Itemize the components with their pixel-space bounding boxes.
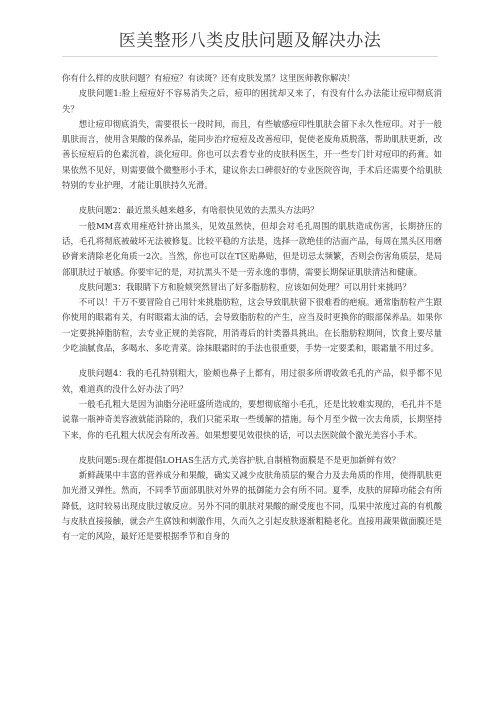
question-4: 皮肤问题4：我的毛孔特别粗大，脸颊也鼻子上都有，用过很多所谓收敛毛孔的产品，似乎都不见效，难道真的没什么好办法了吗？ xyxy=(62,368,442,394)
answer-5: 新鲜蔬果中丰富的营养成分和果酸，确实又减少皮肤角质层的聚合力及去角质的作用，使得肌肤更加光滑又弹性。然而，不同季节面部肌肤对外界的抵御能力会有所不同。夏季，皮肤的屏障功能会有所降低，这时较易出现皮肤过敏反应。另外不同的肌肤对果酸的耐受度也不同，瓜果中浓度过高的有机酸与皮肤直接接触，就会产生腐蚀和刺激作用，久而久之引起皮肤逐渐粗糙老化。直接用蔬果做面膜还是有一定的风险，最好还是要根据季节和自身的 xyxy=(62,470,442,542)
title-divider xyxy=(62,56,438,57)
document-body xyxy=(62,71,442,545)
question-3: 皮肤问题3：我眼睛下方和脸颊突然冒出了好多脂肪粒，应该如何处理？可以用针来挑吗？ xyxy=(78,281,411,292)
section-gap xyxy=(62,443,442,453)
intro-paragraph: 你有什么样的皮肤问题？有痘痘？有读斑？还有皮肤发黑？这里医师教你解决！ xyxy=(62,73,356,83)
question-5: 皮肤问题5:现在都提倡LOHAS生活方式,美容护肤,自制植物面膜是不是更加新鲜有效？ xyxy=(78,454,401,465)
section-gap xyxy=(62,356,442,366)
document-title: 医美整形八类皮肤问题及解决办法 xyxy=(118,31,382,51)
answer-3: 不可以！千万不要冒险自己用针来挑脂肪粒，这会导致肌肤留下很难看的疤痕。通常脂肪粒产生跟你使用的眼霜有关，有时眼霜太油的话，会导致脂肪粒的产生，应当及时更换你的眼部保养品。如果你一定要挑掉脂肪粒，去专业正规的美容院，用消毒后的针类器具挑出。在长脂肪粒期间，饮食上要尽量少吃油腻食品，多喝水、多吃青菜。涂抹眼霜时的手法也很重要，手势一定要柔和，眼霜量不用过多。 xyxy=(62,297,442,354)
question-2: 皮肤问题2：最近黑头越来越多，有啥很快见效的去黑头方法吗？ xyxy=(78,205,319,216)
section-gap xyxy=(62,193,442,203)
answer-4: 一般毛孔粗大是因为油脂分泌旺盛所造成的，要想彻底缩小毛孔，还是比较难实现的，毛孔并不是说靠一瓶神奇美容液就能消除的，我们只能采取一些缓解的措施。每个月至少做一次去角质，长期坚持下来，你的毛孔粗大状况会有所改善。如果想要见效很快的话，可以去医院做个激光美容小手术。 xyxy=(62,398,442,440)
answer-2: 一般MM喜欢用痤疮针挤出黑头，见效虽然快，但却会对毛孔周围的肌肤造成伤害，长期挤压的话，毛孔将彻底被破坏无法被修复。比较平稳的方法是，选择一款绝佳的洁面产品，每周在黑头区用磨砂膏来清除老化角质一2次。当然，你也可以在T区贴鼻贴，但是切忌太频繁，否则会伤害角质层，是局部肌肤过于敏感。你要牢记的是，对抗黑头不是一劳永逸的事情，需要长期保证肌肤清洁和健康。 xyxy=(62,220,442,277)
answer-1: 想让痘印彻底消失，需要很长一段时间，而且，有些敏感痘印性肌肤会留下永久性痘印。对于一般肌肤而言，使用含果酸的保养品，能同步治疗痘痘及改善痘印，促使老废角质脱落，帮助肌肤更新，改善长痘痘后的色素沉着，淡化痘印。你也可以去看专业的皮肤科医生，开一些专门针对痘印的药膏。如果依然不见好，则需要做个微整形小手术，建议你去口碑很好的专业医院咨询，手术后还需要个给肌肤特别的专业护理，才能让肌肤持久光滑。 xyxy=(62,118,442,191)
question-1: 皮肤问题1:脸上痘痘好不容易消失之后，痘印的困扰却又来了，有没有什么办法能让痘印彻底消失？ xyxy=(62,88,442,114)
